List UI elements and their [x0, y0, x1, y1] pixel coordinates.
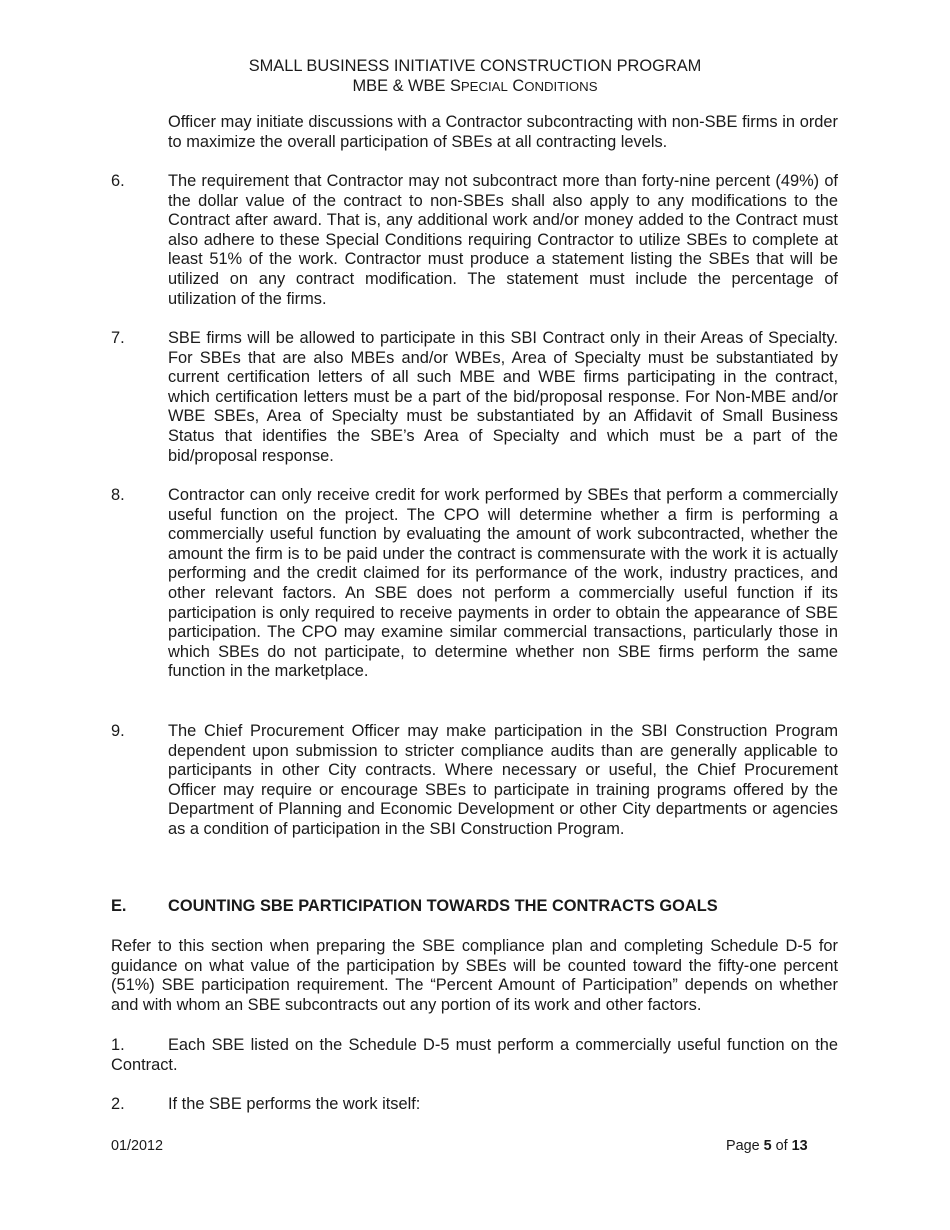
item-8-text: Contractor can only receive credit for work performed by SBEs that perform a commercially useful function on the project. The CPO will determine whether a firm is performing a commercially useful function by evaluating the amount of work subcontracted, whether the amount the firm is to be paid under the contract is commensurate with the work it is actually performing and the credit claimed for its performance of the work, industry practices, and other relevant factors. An SBE does not perform a commercially useful function if its participation is only required to receive payments in order to obtain the appearance of SBE participation. The CPO may examine similar commercial transactions, particularly those in which SBEs do not participate, to determine whether non SBE firms perform the same function in the marketplace. [168, 486, 838, 681]
item-7-text: SBE firms will be allowed to participate in this SBI Contract only in their Areas of Specialty. For SBEs that are also MBEs and/or WBEs, Area of Specialty must be substantiated by current certification letters of all such MBE and WBE firms participating in the contract, which certification letters must be a part of the bid/proposal response. For Non-MBE and/or WBE SBEs, Area of Specialty must be substantiated by an Affidavit of Small Business Status that identifies the SBE’s Area of Specialty and which must be a part of the bid/proposal response. [168, 329, 838, 465]
section-e-intro: Refer to this section when preparing the SBE compliance plan and completing Schedule D-5 for guidance on what value of the participation by SBEs will be counted toward the fifty-one percent (51%) SBE participation requirement. The “Percent Amount of Participation” depends on whether and with whom an SBE subcontracts out any portion of its work and other factors. [111, 937, 838, 1014]
section-e-item-2-text: If the SBE performs the work itself: [168, 1095, 421, 1113]
item-9-number: 9. [111, 722, 125, 740]
item-6-text: The requirement that Contractor may not subcontract more than forty-nine percent (49%) of the dollar value of the contract to non-SBEs shall also apply to any modifications to the Contract after award. That is, any additional work and/or money added to the Contract must also adhere to these Special Conditions requiring Contractor to utilize SBEs to complete at least 51% of the work. Contractor must produce a statement listing the SBEs that will be utilized on any contract modification. The statement must include the percentage of utilization of the firms. [168, 172, 838, 308]
section-e-title: COUNTING SBE PARTICIPATION TOWARDS THE CONTRACTS GOALS [168, 897, 718, 915]
section-e-item-1 [111, 1036, 838, 1075]
page-header [0, 56, 950, 97]
section-e-item-2 [111, 1095, 838, 1115]
header-subtitle: MBE & WBE SPECIAL CONDITIONS [352, 77, 598, 95]
footer-page-number: Page 5 of 13 [726, 1138, 808, 1154]
intro-paragraph: Officer may initiate discussions with a Contractor subcontracting with non-SBE firms in order to maximize the overall participation of SBEs at all contracting levels. [168, 113, 838, 151]
section-e-item-2-number: 2. [111, 1095, 125, 1113]
section-e-item-1-text: Each SBE listed on the Schedule D-5 must perform a commercially useful function on the Contract. [111, 1036, 838, 1074]
footer-date: 01/2012 [111, 1138, 164, 1154]
item-7-number: 7. [111, 329, 125, 347]
header-title: SMALL BUSINESS INITIATIVE CONSTRUCTION PROGRAM [248, 57, 702, 75]
section-e-item-1-number: 1. [111, 1036, 125, 1054]
item-6-number: 6. [111, 172, 125, 190]
item-9-text: The Chief Procurement Officer may make participation in the SBI Construction Program dependent upon submission to stricter compliance audits than are generally applicable to participants in other City contracts. Where necessary or useful, the Chief Procurement Officer may require or encourage SBEs to participate in training programs offered by the Department of Planning and Economic Development or other City departments or agencies as a condition of participation in the SBI Construction Program. [168, 722, 838, 838]
item-8-number: 8. [111, 486, 125, 504]
section-e-letter: E. [111, 897, 127, 915]
